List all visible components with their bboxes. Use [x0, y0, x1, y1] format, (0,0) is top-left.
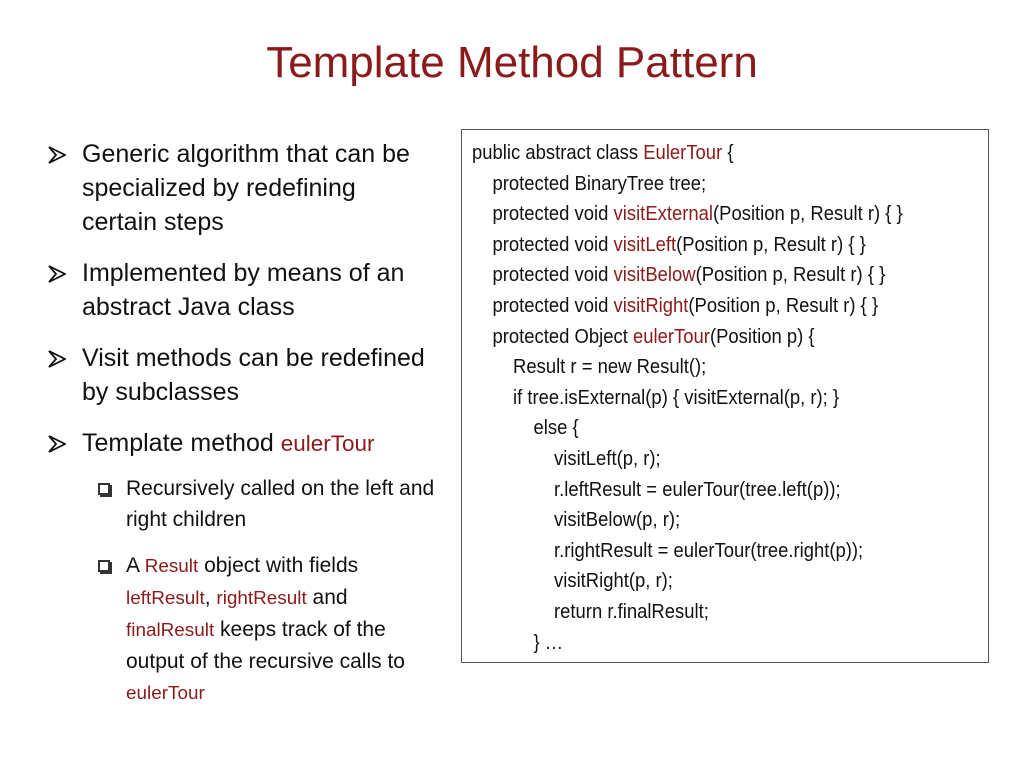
highlight-term: eulerTour: [126, 683, 205, 704]
code-identifier: EulerTour: [643, 141, 723, 164]
code-identifier: visitRight: [613, 293, 689, 317]
code-text: visitLeft(p, r);: [472, 446, 661, 470]
arrow-bullet-icon: [48, 146, 66, 164]
code-line: [472, 444, 903, 475]
highlight-term: finalResult: [126, 620, 215, 641]
code-text: else {: [472, 416, 579, 440]
arrow-bullet-icon: [48, 265, 66, 283]
bullet-list: [46, 137, 436, 724]
checkbox-bullet-icon: [98, 560, 110, 572]
arrow-bullet-icon: [48, 350, 66, 368]
code-text: {: [722, 141, 734, 164]
code-line: [472, 566, 903, 597]
code-text: protected void: [472, 202, 614, 226]
code-line: [472, 230, 903, 261]
code-line: [472, 505, 903, 536]
code-text: visitRight(p, r);: [472, 569, 673, 593]
code-text: protected void: [472, 293, 614, 317]
code-line: [472, 199, 903, 230]
code-text: } …: [472, 630, 564, 654]
code-listing-box: [461, 129, 989, 663]
sub-bullet-text: keeps track of the output of the recursive calls to: [126, 618, 405, 673]
code-line: [472, 628, 903, 659]
code-text: protected void: [472, 232, 614, 256]
code-identifier: eulerTour: [633, 324, 710, 348]
code-listing: [472, 138, 903, 658]
sub-bullet-text: and: [306, 586, 348, 609]
code-line: [472, 475, 903, 506]
code-text: (Position p, Result r) { }: [676, 232, 866, 256]
code-line: [472, 138, 903, 169]
sub-bullet-text: A: [126, 554, 145, 577]
code-text: Result r = new Result();: [472, 355, 707, 379]
code-line: [472, 352, 903, 383]
code-identifier: visitLeft: [613, 232, 677, 256]
bullet-text: Visit methods can be redefined by subclasses: [82, 344, 425, 406]
sub-bullet-item: [92, 550, 436, 709]
bullet-item: [46, 137, 436, 239]
code-text: (Position p, Result r) { }: [713, 202, 903, 226]
code-text: (Position p, Result r) { }: [695, 263, 886, 287]
sub-bullet-text: Recursively called on the left and right children: [126, 477, 435, 531]
code-text: visitBelow(p, r);: [472, 508, 681, 532]
code-text: if tree.isExternal(p) { visitExternal(p, r); }: [472, 385, 840, 409]
code-text: r.rightResult = eulerTour(tree.right(p));: [472, 538, 864, 562]
code-text: public abstract class: [472, 141, 644, 164]
code-text: protected Object: [472, 324, 634, 348]
bullet-text: Generic algorithm that can be specialized by redefining certain steps: [82, 140, 410, 236]
code-identifier: visitBelow: [613, 263, 696, 287]
code-line: [472, 413, 903, 444]
arrow-bullet-icon: [48, 435, 66, 453]
sub-bullet-item: [92, 473, 436, 535]
highlight-term: leftResult: [126, 588, 205, 609]
sub-bullet-text: object with fields: [198, 554, 359, 577]
code-line: [472, 383, 903, 414]
code-text: (Position p) {: [709, 324, 815, 348]
highlight-term: rightResult: [216, 588, 307, 609]
highlight-term: eulerTour: [280, 431, 375, 456]
code-text: protected void: [472, 263, 614, 287]
code-identifier: visitExternal: [613, 202, 714, 226]
highlight-term: Result: [144, 556, 199, 577]
code-line: [472, 291, 903, 322]
bullet-item: [46, 426, 436, 461]
code-line: [472, 260, 903, 291]
bullet-text: Implemented by means of an abstract Java class: [82, 259, 405, 321]
sub-bullet-text: ,: [204, 586, 217, 609]
checkbox-bullet-icon: [98, 483, 110, 495]
bullet-item: [46, 341, 436, 409]
code-text: return r.finalResult;: [472, 599, 709, 623]
code-line: [472, 536, 903, 567]
code-text: (Position p, Result r) { }: [688, 293, 879, 317]
code-text: r.leftResult = eulerTour(tree.left(p));: [472, 477, 841, 501]
slide-title: Template Method Pattern: [266, 38, 758, 87]
bullet-text: Template method: [82, 429, 281, 457]
bullet-item: [46, 256, 436, 324]
code-line: [472, 322, 903, 353]
code-text: protected BinaryTree tree;: [472, 171, 707, 195]
code-line: [472, 169, 903, 200]
code-line: [472, 597, 903, 628]
